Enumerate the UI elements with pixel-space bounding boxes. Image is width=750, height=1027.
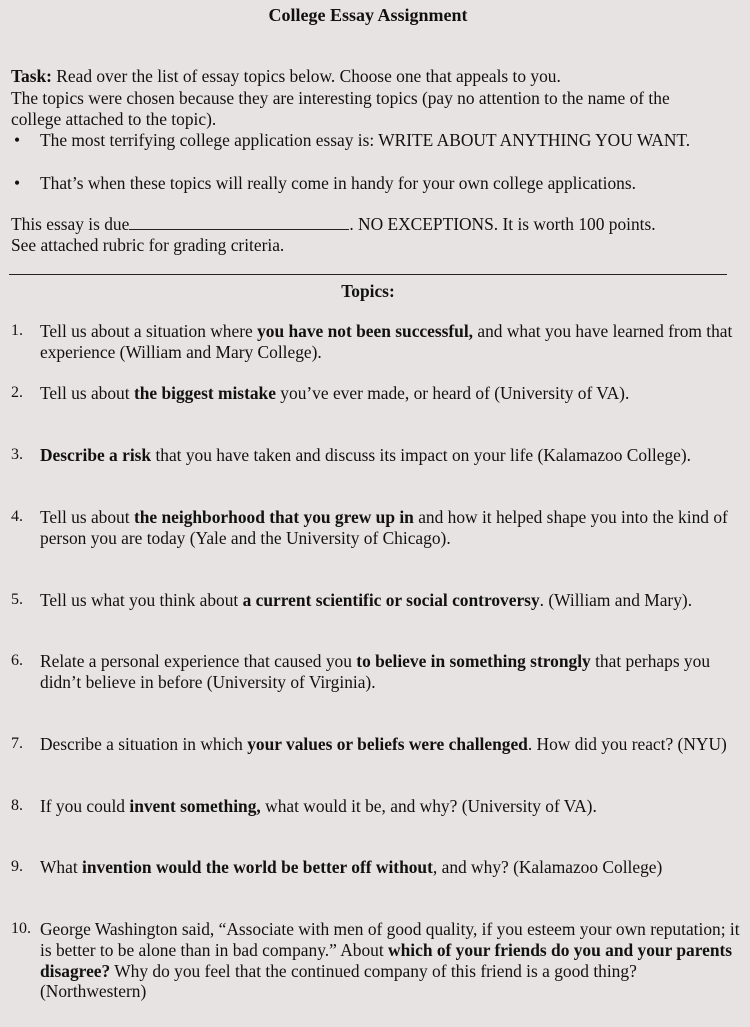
topic-number: 4. xyxy=(11,508,23,525)
topic-number: 8. xyxy=(11,797,23,814)
topic-item xyxy=(11,590,733,611)
topic-text: what would it be, and why? (University of VA). xyxy=(260,796,597,816)
due-suffix: . NO EXCEPTIONS. It is worth 100 points. xyxy=(349,214,656,234)
topic-text: Describe a situation in which xyxy=(40,734,248,754)
topic-item xyxy=(11,321,733,363)
topic-item xyxy=(11,383,733,404)
list-item xyxy=(11,130,721,151)
topic-item xyxy=(11,919,741,1002)
topic-text: George Washington said, “Associate with men of good quality, if you esteem your own reputation; it is better to be alone than in bad company.” About xyxy=(40,919,740,960)
topic-text: that perhaps you didn’t believe in before (University of Virginia). xyxy=(40,651,711,692)
topic-text: Tell us what you think about xyxy=(40,590,243,610)
topic-text: and how it helped shape you into the kind of person you are today (Yale and the University of Chicago). xyxy=(40,507,728,548)
divider xyxy=(9,274,727,275)
topic-emphasis: invention would the world be better off without xyxy=(82,857,433,877)
topic-item xyxy=(11,507,733,549)
topic-number: 9. xyxy=(11,858,23,875)
topic-text: Tell us about xyxy=(40,383,134,403)
topic-item xyxy=(11,796,733,817)
due-line xyxy=(11,214,741,235)
topic-text: If you could xyxy=(40,796,130,816)
bullet-text: That’s when these topics will really come in handy for your own college applications. xyxy=(40,173,636,193)
topic-text: you’ve ever made, or heard of (University of VA). xyxy=(275,383,630,403)
topic-number: 6. xyxy=(11,652,23,669)
topic-text: that you have taken and discuss its impact on your life (Kalamazoo College). xyxy=(151,445,692,465)
task-text: Read over the list of essay topics below. Choose one that appeals to you. xyxy=(51,66,561,86)
topic-text: . How did you react? (NYU) xyxy=(527,734,727,754)
topic-emphasis: invent something, xyxy=(129,796,261,816)
topic-item xyxy=(11,445,733,466)
topic-emphasis: you have not been successful, xyxy=(257,321,474,341)
topic-item xyxy=(11,857,733,878)
topics-heading: Topics: xyxy=(341,281,395,301)
topic-text: What xyxy=(40,857,83,877)
due-prefix: This essay is due xyxy=(11,214,130,234)
topic-emphasis: a current scientific or social controversy xyxy=(242,590,540,610)
topic-number: 7. xyxy=(11,735,23,752)
task-description: The topics were chosen because they are interesting topics (pay no attention to the name of the college attached to the topic). xyxy=(11,88,670,129)
rubric-note: See attached rubric for grading criteria. xyxy=(11,235,285,255)
task-label: Task: xyxy=(11,66,52,86)
topic-text: . (William and Mary). xyxy=(539,590,693,610)
topic-text: Relate a personal experience that caused you xyxy=(40,651,357,671)
topic-emphasis: the neighborhood that you grew up in xyxy=(133,507,414,527)
bullet-icon: • xyxy=(14,130,21,150)
due-date-blank xyxy=(129,214,349,230)
list-item xyxy=(11,173,741,194)
topic-item xyxy=(11,734,733,755)
topic-text: Why do you feel that the continued company of this friend is a good thing? (Northwestern) xyxy=(40,960,637,1002)
task-line xyxy=(11,66,741,87)
topic-text: , and why? (Kalamazoo College) xyxy=(432,857,663,877)
topic-number: 10. xyxy=(11,920,31,937)
topic-emphasis: the biggest mistake xyxy=(133,383,276,403)
page-title: College Essay Assignment xyxy=(268,5,468,25)
topic-emphasis: your values or beliefs were challenged xyxy=(247,734,528,754)
topic-item xyxy=(11,651,733,693)
topic-number: 3. xyxy=(11,446,23,463)
topic-emphasis: to believe in something strongly xyxy=(356,651,591,671)
topic-text: Tell us about a situation where xyxy=(40,321,258,341)
bullet-icon: • xyxy=(14,173,21,193)
topic-number: 5. xyxy=(11,591,23,608)
topic-number: 2. xyxy=(11,384,23,401)
topic-text: Tell us about xyxy=(40,507,134,527)
topic-number: 1. xyxy=(11,322,23,339)
bullet-text: The most terrifying college application essay is: WRITE ABOUT ANYTHING YOU WANT. xyxy=(40,130,691,150)
topic-emphasis: which of your friends do you and your parents disagree? xyxy=(40,939,733,981)
topic-text: and what you have learned from that experience (William and Mary College). xyxy=(40,321,733,362)
topic-emphasis: Describe a risk xyxy=(40,445,152,465)
